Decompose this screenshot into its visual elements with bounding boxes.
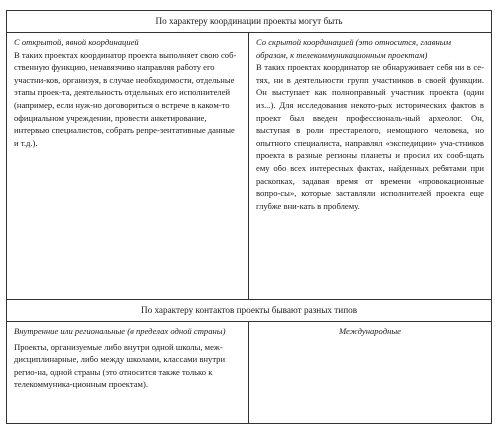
cell-international-projects	[249, 322, 491, 338]
cell-open-coordination	[7, 33, 248, 149]
header-contacts: По характеру контактов проекты бывают разных типов	[7, 300, 491, 322]
cell-hidden-coordination	[249, 33, 491, 212]
hidden-coordination-title: Со скрытой координацией (это относится, главным образом, к телекоммуникационным проектам)	[256, 37, 452, 60]
internal-projects-title: Внутренние или региональные (в пределах одной страны)	[14, 326, 226, 336]
open-coordination-title: С открытой, явной координацией	[14, 37, 139, 47]
header-coordination: По характеру координации проекты могут быть	[7, 11, 491, 33]
hidden-coordination-text: В таких проектах координатор не обнаруживает себя ни в се-тях, ни в деятельности групп участников в своей функции. Он выступает как полноправный участник проекта (один из...). Для исследования некото-рых исторических фактов в проект был введен профессиональ-ный археолог. Он, выступая в роли престарелого, немощного человека, но опытного специалиста, направлял «экспедиции» уча-стников проекта в разные регионы планеты и просил их сооб-щать ему обо всех интересных фактах, найденных ребятами при раскопках, задавая время от времени «провокационные вопро-сы», которые заставляли исполнителей проекта еще глубже вни-кать в проблему.	[256, 62, 484, 211]
open-coordination-text: В таких проектах координатор проекта выполняет свою соб-ственную функцию, ненавязчиво направляя работу его участни-ков, организуя, в случае необходимости, отдельные этапы проек-та, деятельность отдельных его исполнителей (например, если нуж-но договориться о встрече в каком-то официальном учреждении, провести анкетирование, интервью специалистов, собрать репре-зентативные данные и т.д.).	[14, 49, 237, 148]
international-projects-title: Международные	[339, 326, 401, 336]
comparison-table	[6, 10, 492, 424]
cell-internal-projects	[7, 322, 248, 391]
internal-projects-text: Проекты, организуемые либо внутри одной школы, меж-дисциплинарные, либо между школами, классами внутри регио-на, одной страны (это относится также только к телекоммуника-ционным проектам).	[14, 341, 226, 390]
